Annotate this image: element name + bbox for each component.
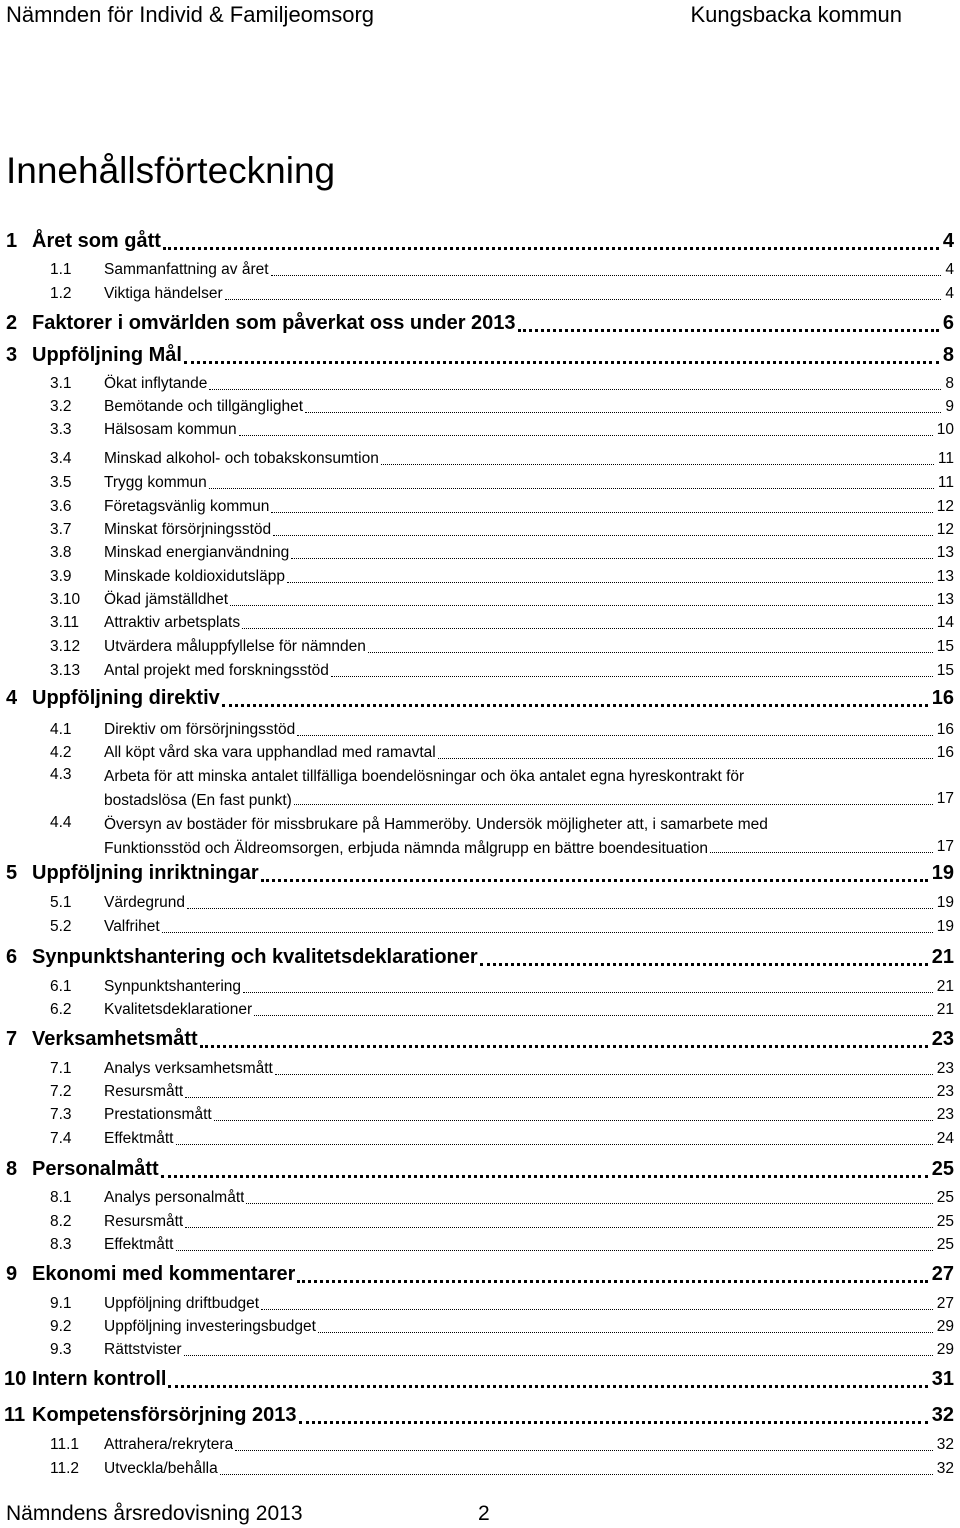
- toc-section[interactable]: [0, 590, 960, 610]
- toc-entry-number: 9.2: [50, 1318, 72, 1335]
- page-title: Innehållsförteckning: [6, 150, 336, 191]
- toc-section[interactable]: [0, 661, 960, 681]
- toc-entry-title: Uppföljning inriktningar: [32, 862, 259, 884]
- toc-section[interactable]: [0, 397, 960, 417]
- toc-entry-title: Minskade koldioxidutsläpp: [104, 568, 285, 585]
- toc-entry-number: 3.5: [50, 474, 72, 491]
- toc-entry-title-continued: bostadslösa (En fast punkt): [104, 792, 292, 809]
- toc-page-number: 32: [936, 1460, 954, 1477]
- toc-section[interactable]: [0, 813, 960, 859]
- toc-section[interactable]: [0, 567, 960, 587]
- toc-page-number: 13: [936, 591, 954, 608]
- toc-page-number: 15: [936, 638, 954, 655]
- toc-leader-dots: [185, 1097, 933, 1098]
- toc-leader-dots: [297, 735, 933, 736]
- toc-page-number: 12: [936, 521, 954, 538]
- toc-page-number: 27: [931, 1263, 954, 1285]
- toc-entry-title: Uppföljning Mål: [32, 344, 182, 366]
- toc-entry-title: Direktiv om försörjningsstöd: [104, 721, 296, 738]
- toc-entry-title: Uppföljning driftbudget: [104, 1295, 260, 1312]
- toc-page-number: 24: [936, 1130, 954, 1147]
- header-municipality: Kungsbacka kommun: [690, 2, 902, 27]
- toc-page-number: 25: [936, 1213, 954, 1230]
- toc-entry-title: Antal projekt med forskningsstöd: [104, 662, 329, 679]
- toc-leader-dots: [235, 1450, 933, 1451]
- toc-entry-title: Ökat inflytande: [104, 375, 208, 392]
- toc-section[interactable]: [0, 449, 960, 469]
- toc-entry-title: Analys personalmått: [104, 1189, 245, 1206]
- toc-entry-number: 3.13: [50, 662, 81, 679]
- toc-leader-dots: [176, 1250, 933, 1251]
- toc-entry-number: 4: [6, 687, 18, 709]
- toc-leader-dots: [161, 1175, 928, 1178]
- toc-entry-title: Kompetensförsörjning 2013: [32, 1404, 297, 1426]
- toc-entry-title: Rättstvister: [104, 1341, 182, 1358]
- toc-leader-dots: [230, 605, 933, 606]
- toc-chapter[interactable]: [0, 342, 960, 368]
- toc-page-number: 4: [945, 285, 954, 302]
- toc-section[interactable]: [0, 613, 960, 633]
- toc-entry-number: 7.4: [50, 1130, 72, 1147]
- toc-entry-number: 3.9: [50, 568, 72, 585]
- toc-page-number: 32: [936, 1436, 954, 1453]
- toc-leader-dots: [273, 535, 933, 536]
- toc-entry-title: Värdegrund: [104, 894, 186, 911]
- toc-leader-dots: [163, 247, 939, 250]
- toc-entry-number: 11.1: [50, 1436, 80, 1453]
- toc-leader-dots: [168, 1385, 927, 1388]
- toc-entry-title: Företagsvänlig kommun: [104, 498, 270, 515]
- toc-entry-title: Utvärdera måluppfyllelse för nämnden: [104, 638, 366, 655]
- toc-entry-number: 4.3: [50, 766, 72, 783]
- toc-page-number: 29: [936, 1341, 954, 1358]
- toc-entry-title: Viktiga händelser: [104, 285, 223, 302]
- toc-entry-number: 1.1: [50, 261, 72, 278]
- toc-entry-number: 7.3: [50, 1106, 72, 1123]
- toc-entry-title-continued: Funktionsstöd och Äldreomsorgen, erbjuda nämnda målgrupp en bättre boendesituation: [104, 840, 709, 857]
- toc-chapter[interactable]: [0, 685, 960, 711]
- toc-entry-title: Ökad jämställdhet: [104, 591, 229, 608]
- toc-entry-number: 7.1: [50, 1060, 72, 1077]
- toc-page-number: 23: [936, 1060, 954, 1077]
- toc-page-number: 16: [931, 687, 954, 709]
- toc-leader-dots: [254, 1015, 933, 1016]
- toc-entry-title: Uppföljning direktiv: [32, 687, 220, 709]
- toc-page-number: 23: [931, 1028, 954, 1050]
- toc-leader-dots: [187, 908, 933, 909]
- toc-leader-dots: [318, 1332, 933, 1333]
- toc-chapter[interactable]: [0, 860, 960, 886]
- toc-section[interactable]: [0, 743, 960, 763]
- toc-entry-number: 5.1: [50, 894, 72, 911]
- toc-entry-title: Minskat försörjningsstöd: [104, 521, 272, 538]
- toc-entry-number: 3.4: [50, 450, 72, 467]
- toc-entry-title: Faktorer i omvärlden som påverkat oss under 2013: [32, 312, 516, 334]
- toc-entry-title: Attrahera/rekrytera: [104, 1436, 234, 1453]
- toc-page-number: 32: [931, 1404, 954, 1426]
- toc-section[interactable]: [0, 1000, 960, 1020]
- toc-entry-title: Valfrihet: [104, 918, 160, 935]
- toc-entry-number: 9: [6, 1263, 18, 1285]
- toc-page-number: 25: [931, 1158, 954, 1180]
- toc-page-number: 10: [936, 421, 954, 438]
- toc-leader-dots: [331, 676, 933, 677]
- toc-entry-number: 3.12: [50, 638, 81, 655]
- toc-entry-number: 8.3: [50, 1236, 72, 1253]
- toc-page-number: 16: [936, 744, 954, 761]
- toc-leader-dots: [271, 275, 942, 276]
- toc-page-number: 9: [945, 398, 954, 415]
- toc-entry-title: Året som gått: [32, 230, 161, 252]
- toc-section[interactable]: [0, 1105, 960, 1125]
- toc-section[interactable]: [0, 1459, 960, 1479]
- toc-page-number: 11: [937, 450, 954, 467]
- toc-entry-number: 1.2: [50, 285, 72, 302]
- toc-page-number: 21: [936, 978, 954, 995]
- toc-entry-title: Sammanfattning av året: [104, 261, 269, 278]
- toc-entry-number: 5: [6, 862, 18, 884]
- toc-entry-number: 9.3: [50, 1341, 72, 1358]
- toc-entry-number: 7: [6, 1028, 18, 1050]
- toc-leader-dots: [176, 1144, 933, 1145]
- toc-entry-number: 3.10: [50, 591, 81, 608]
- toc-entry-number: 3.11: [50, 614, 80, 631]
- toc-leader-dots: [291, 558, 932, 559]
- toc-entry-number: 1: [6, 230, 18, 252]
- toc-section[interactable]: [0, 1294, 960, 1314]
- toc-entry-title: Intern kontroll: [32, 1368, 167, 1390]
- toc-chapter[interactable]: [0, 1402, 960, 1428]
- toc-entry-number: 4.4: [50, 814, 72, 831]
- toc-section[interactable]: [0, 1212, 960, 1232]
- toc-entry-title: Minskad alkohol- och tobakskonsumtion: [104, 450, 379, 467]
- toc-leader-dots: [710, 852, 933, 853]
- toc-entry-title: Minskad energianvändning: [104, 544, 290, 561]
- toc-page-number: 25: [936, 1236, 954, 1253]
- toc-section[interactable]: [0, 893, 960, 913]
- toc-page-number: 17: [936, 838, 954, 855]
- toc-leader-dots: [480, 963, 928, 966]
- toc-entry-number: 6.1: [50, 978, 72, 995]
- toc-page-number: 17: [936, 790, 954, 807]
- toc-section[interactable]: [0, 520, 960, 540]
- toc-entry-number: 3.6: [50, 498, 72, 515]
- toc-leader-dots: [184, 1355, 933, 1356]
- toc-section[interactable]: [0, 720, 960, 740]
- toc-entry-title: Verksamhetsmått: [32, 1028, 198, 1050]
- toc-entry-title: Analys verksamhetsmått: [104, 1060, 273, 1077]
- toc-entry-number: 8: [6, 1158, 18, 1180]
- toc-entry-number: 8.2: [50, 1213, 72, 1230]
- toc-section[interactable]: [0, 374, 960, 394]
- toc-chapter[interactable]: [0, 1156, 960, 1182]
- toc-leader-dots: [299, 1421, 928, 1424]
- toc-section[interactable]: [0, 637, 960, 657]
- toc-page-number: 21: [936, 1001, 954, 1018]
- toc-entry-title: Arbeta för att minska antalet tillfälliga boendelösningar och öka antalet egna hyreskontrakt för: [104, 768, 745, 785]
- toc-page-number: 19: [936, 918, 954, 935]
- toc-section[interactable]: [0, 765, 960, 811]
- toc-entry-title: Trygg kommun: [104, 474, 207, 491]
- toc-chapter[interactable]: [0, 1261, 960, 1287]
- toc-entry-number: 6.2: [50, 1001, 72, 1018]
- toc-entry-title: Attraktiv arbetsplats: [104, 614, 241, 631]
- toc-page-number: 13: [936, 568, 954, 585]
- toc-page-number: 29: [936, 1318, 954, 1335]
- toc-page-number: 14: [936, 614, 954, 631]
- toc-leader-dots: [518, 329, 939, 332]
- toc-leader-dots: [220, 1474, 933, 1475]
- toc-entry-number: 6: [6, 946, 18, 968]
- toc-page-number: 4: [942, 230, 954, 252]
- toc-section[interactable]: [0, 1340, 960, 1360]
- toc-chapter[interactable]: [0, 1026, 960, 1052]
- toc-page-number: 25: [936, 1189, 954, 1206]
- toc-leader-dots: [209, 389, 941, 390]
- toc-entry-number: 11.2: [50, 1460, 80, 1477]
- toc-leader-dots: [214, 1120, 933, 1121]
- toc-page-number: 11: [937, 474, 954, 491]
- toc-entry-number: 7.2: [50, 1083, 72, 1100]
- toc-leader-dots: [381, 464, 934, 465]
- toc-chapter[interactable]: [0, 1366, 960, 1392]
- toc-page-number: 8: [945, 375, 954, 392]
- toc-leader-dots: [222, 704, 928, 707]
- toc-entry-title: Personalmått: [32, 1158, 159, 1180]
- toc-section[interactable]: [0, 473, 960, 493]
- toc-entry-title: All köpt vård ska vara upphandlad med ramavtal: [104, 744, 436, 761]
- toc-entry-title: Kvalitetsdeklarationer: [104, 1001, 253, 1018]
- toc-section[interactable]: [0, 1188, 960, 1208]
- toc-section[interactable]: [0, 977, 960, 997]
- toc-entry-title: Ekonomi med kommentarer: [32, 1263, 296, 1285]
- toc-section[interactable]: [0, 284, 960, 304]
- toc-section[interactable]: [0, 1082, 960, 1102]
- toc-entry-title: Prestationsmått: [104, 1106, 212, 1123]
- toc-leader-dots: [305, 412, 941, 413]
- toc-entry-number: 3.3: [50, 421, 72, 438]
- toc-entry-number: 3.1: [50, 375, 72, 392]
- toc-section[interactable]: [0, 1059, 960, 1079]
- toc-leader-dots: [438, 758, 933, 759]
- toc-entry-title: Hälsosam kommun: [104, 421, 237, 438]
- toc-entry-title: Bemötande och tillgänglighet: [104, 398, 304, 415]
- toc-entry-title: Effektmått: [104, 1236, 174, 1253]
- toc-leader-dots: [294, 804, 933, 805]
- toc-section[interactable]: [0, 260, 960, 280]
- footer-page-number: 2: [478, 1502, 490, 1525]
- toc-entry-number: 4.1: [50, 721, 72, 738]
- toc-leader-dots: [261, 1309, 933, 1310]
- toc-entry-title: Synpunktshantering och kvalitetsdeklarationer: [32, 946, 478, 968]
- toc-page-number: 21: [931, 946, 954, 968]
- toc-entry-title: Resursmått: [104, 1083, 184, 1100]
- toc-entry-title: Uppföljning investeringsbudget: [104, 1318, 316, 1335]
- toc-entry-number: 10: [4, 1368, 27, 1390]
- toc-leader-dots: [275, 1074, 933, 1075]
- toc-page-number: 16: [936, 721, 954, 738]
- toc-page-number: 23: [936, 1083, 954, 1100]
- toc-section[interactable]: [0, 497, 960, 517]
- toc-leader-dots: [368, 652, 933, 653]
- toc-chapter[interactable]: [0, 310, 960, 336]
- toc-section[interactable]: [0, 1317, 960, 1337]
- toc-page-number: 31: [931, 1368, 954, 1390]
- toc-page-number: 27: [936, 1295, 954, 1312]
- toc-leader-dots: [225, 299, 942, 300]
- toc-section[interactable]: [0, 917, 960, 937]
- toc-entry-title: Översyn av bostäder för missbrukare på Hammeröby. Undersök möjligheter att, i samarbete med: [104, 816, 768, 833]
- toc-leader-dots: [200, 1045, 928, 1048]
- toc-page-number: 19: [936, 894, 954, 911]
- toc-entry-number: 3.2: [50, 398, 72, 415]
- toc-entry-title: Resursmått: [104, 1213, 184, 1230]
- toc-entry-title: Effektmått: [104, 1130, 174, 1147]
- toc-entry-title: Utveckla/behålla: [104, 1460, 218, 1477]
- toc-leader-dots: [243, 992, 933, 993]
- toc-leader-dots: [185, 1227, 933, 1228]
- toc-leader-dots: [246, 1203, 932, 1204]
- toc-entry-number: 9.1: [50, 1295, 72, 1312]
- toc-entry-number: 2: [6, 312, 18, 334]
- toc-entry-title: Synpunktshantering: [104, 978, 242, 995]
- toc-page-number: 15: [936, 662, 954, 679]
- toc-leader-dots: [162, 932, 933, 933]
- toc-leader-dots: [287, 582, 933, 583]
- toc-leader-dots: [242, 628, 933, 629]
- toc-leader-dots: [261, 879, 928, 882]
- toc-page-number: 6: [942, 312, 954, 334]
- toc-entry-number: 8.1: [50, 1189, 72, 1206]
- toc-section[interactable]: [0, 1129, 960, 1149]
- toc-section[interactable]: [0, 1435, 960, 1455]
- toc-section[interactable]: [0, 1235, 960, 1255]
- toc-entry-number: 11: [4, 1404, 26, 1426]
- toc-leader-dots: [297, 1280, 927, 1283]
- toc-entry-number: 3.7: [50, 521, 72, 538]
- toc-page-number: 13: [936, 544, 954, 561]
- toc-page-number: 8: [942, 344, 954, 366]
- toc-entry-number: 3.8: [50, 544, 72, 561]
- header-organization: Nämnden för Individ & Familjeomsorg: [6, 2, 375, 27]
- toc-page-number: 12: [936, 498, 954, 515]
- toc-section[interactable]: [0, 543, 960, 563]
- toc-entry-number: 5.2: [50, 918, 72, 935]
- toc-leader-dots: [239, 435, 933, 436]
- toc-entry-number: 3: [6, 344, 18, 366]
- toc-page-number: 23: [936, 1106, 954, 1123]
- toc-leader-dots: [209, 488, 934, 489]
- toc-leader-dots: [184, 361, 939, 364]
- footer-document-title: Nämndens årsredovisning 2013: [6, 1502, 303, 1525]
- toc-chapter[interactable]: [0, 228, 960, 254]
- toc-section[interactable]: [0, 420, 960, 440]
- toc-chapter[interactable]: [0, 944, 960, 970]
- toc-leader-dots: [271, 512, 932, 513]
- toc-entry-number: 4.2: [50, 744, 72, 761]
- toc-page-number: 19: [931, 862, 954, 884]
- toc-page-number: 4: [945, 261, 954, 278]
